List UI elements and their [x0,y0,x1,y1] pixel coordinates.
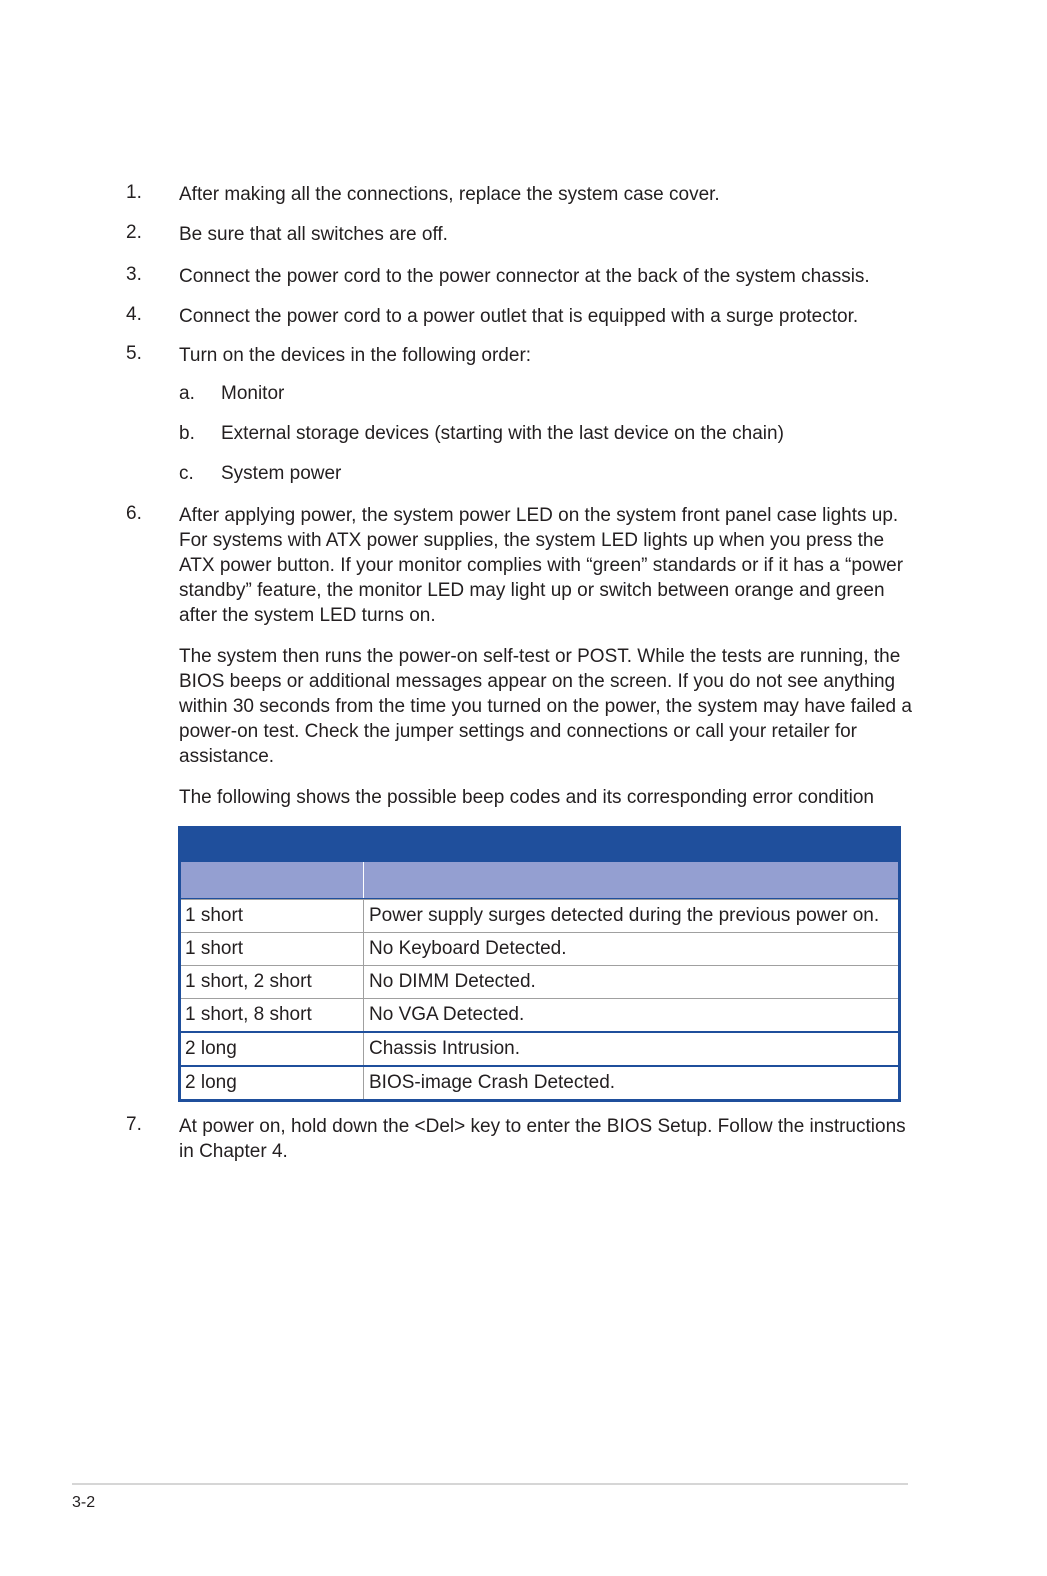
step-number: 4. [126,304,142,325]
error-cell: No Keyboard Detected. [369,938,567,959]
error-cell: BIOS-image Crash Detected. [369,1072,616,1093]
post-paragraph: The system then runs the power-on self-test or POST. While the tests are running, the BIOS beeps or additional messages appear on the screen. If you do not see anything within 30 seconds from the time you turned on the power, the system may have failed a power-on test. Check the jumper settings and connections or call your retailer for assistance. [179,646,912,767]
step-text: At power on, hold down the <Del> key to enter the BIOS Setup. Follow the instructions in Chapter 4. [179,1116,906,1162]
beep-codes-intro: The following shows the possible beep codes and its corresponding error condition [179,787,874,808]
step-number: 3. [126,264,142,285]
sub-step-text: Monitor [221,383,285,404]
table-column-header-bar [181,862,898,899]
step-text: Connect the power cord to a power outlet that is equipped with a surge protector. [179,306,859,327]
table-row [181,899,898,932]
table-row [181,965,898,998]
step-number: 1. [126,182,142,203]
step-text: After making all the connections, replace the system case cover. [179,184,720,205]
step-text: After applying power, the system power LED on the system front panel case lights up. For systems with ATX power supplies, the system LED lights up when you press the ATX power button. If your monitor complies with “green” standards or if it has a “power standby” feature, the monitor LED may light up or switch between orange and green after the system LED turns on. [179,505,904,626]
step-text: Turn on the devices in the following order: [179,345,532,366]
sub-step-text: External storage devices (starting with the last device on the chain) [221,423,784,444]
beep-cell: 1 short [181,933,364,965]
table-row [181,932,898,965]
table-row [181,1065,898,1099]
footer-rule [72,1483,908,1485]
error-cell: No VGA Detected. [369,1004,525,1025]
beep-codes-table [178,826,901,1102]
table-row [181,998,898,1031]
step-number: 7. [126,1114,142,1135]
beep-cell: 1 short, 2 short [181,966,364,998]
error-cell: No DIMM Detected. [369,971,536,992]
beep-cell: 2 long [181,1067,364,1099]
page-number: 3-2 [72,1494,96,1511]
sub-step-text: System power [221,463,342,484]
column-divider [363,862,364,898]
step-number: 2. [126,222,142,243]
beep-cell: 1 short, 8 short [181,999,364,1031]
error-cell: Chassis Intrusion. [369,1038,521,1059]
beep-cell: 2 long [181,1033,364,1065]
sub-step-letter: c. [179,463,194,484]
step-text: Be sure that all switches are off. [179,224,448,245]
beep-cell: 1 short [181,900,364,932]
sub-step-letter: b. [179,423,195,444]
step-number: 5. [126,343,142,364]
step-text: Connect the power cord to the power connector at the back of the system chassis. [179,266,870,287]
sub-step-letter: a. [179,383,195,404]
table-row [181,1031,898,1065]
error-cell: Power supply surges detected during the previous power on. [369,905,880,926]
step-number: 6. [126,503,142,524]
table-header-bar [181,826,898,862]
